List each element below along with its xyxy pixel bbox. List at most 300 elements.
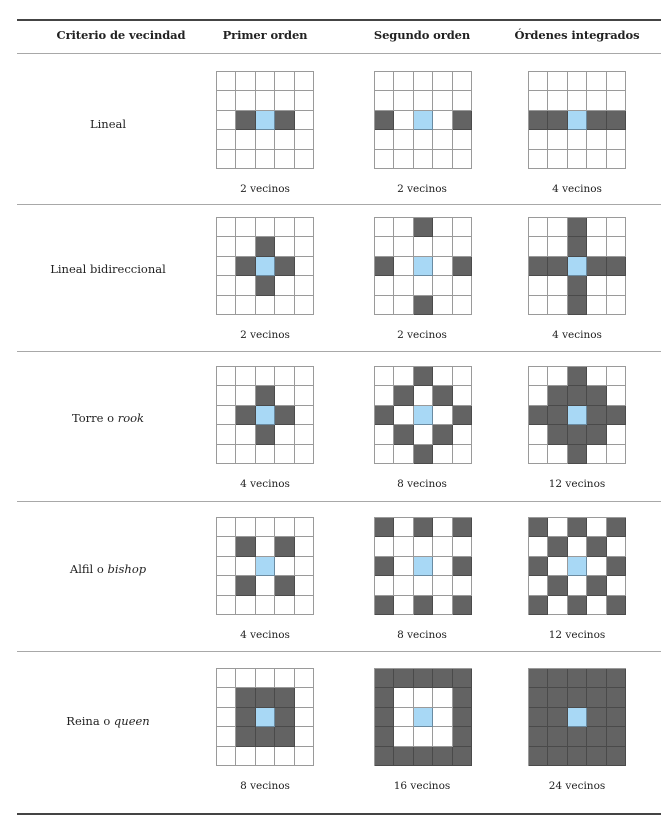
center-cell [256, 708, 275, 727]
center-cell [568, 111, 587, 130]
empty-cell [295, 257, 314, 276]
header-separator [17, 53, 661, 54]
neighbor-cell [256, 688, 275, 707]
empty-cell [587, 150, 606, 169]
empty-cell [375, 150, 394, 169]
neighbor-cell [453, 557, 472, 576]
row-separator [17, 501, 661, 502]
empty-cell [394, 576, 413, 595]
empty-cell [275, 276, 294, 295]
neighbor-cell [529, 747, 548, 766]
empty-cell [548, 91, 567, 110]
empty-cell [548, 518, 567, 537]
empty-cell [587, 276, 606, 295]
neighborhood-grid-ordenes-integrados [528, 71, 626, 169]
empty-cell [433, 237, 452, 256]
empty-cell [256, 576, 275, 595]
empty-cell [414, 130, 433, 149]
empty-cell [433, 296, 452, 315]
empty-cell [275, 557, 294, 576]
empty-cell [236, 91, 255, 110]
neighbor-cell [453, 257, 472, 276]
empty-cell [587, 237, 606, 256]
neighbor-cell [375, 727, 394, 746]
neighbor-cell [256, 425, 275, 444]
neighbor-cell [607, 688, 626, 707]
neighbor-cell [453, 111, 472, 130]
empty-cell [236, 367, 255, 386]
neighbor-cell [236, 727, 255, 746]
empty-cell [275, 130, 294, 149]
neighbor-cell [548, 708, 567, 727]
neighbor-count: 12 vecinos [548, 629, 606, 641]
center-cell [256, 257, 275, 276]
neighborhood-grid-primer-orden [216, 217, 314, 315]
center-cell [568, 708, 587, 727]
neighbor-cell [375, 688, 394, 707]
empty-cell [529, 445, 548, 464]
neighbor-cell [587, 406, 606, 425]
neighbor-cell [587, 425, 606, 444]
empty-cell [529, 72, 548, 91]
empty-cell [256, 91, 275, 110]
empty-cell [295, 688, 314, 707]
empty-cell [529, 91, 548, 110]
empty-cell [236, 218, 255, 237]
empty-cell [587, 445, 606, 464]
center-cell [568, 257, 587, 276]
center-cell [414, 406, 433, 425]
neighbor-cell [256, 276, 275, 295]
empty-cell [217, 111, 236, 130]
empty-cell [433, 445, 452, 464]
empty-cell [217, 576, 236, 595]
row-label-torre [72, 411, 144, 425]
empty-cell [568, 150, 587, 169]
neighbor-count: 4 vecinos [240, 629, 290, 641]
neighbor-cell [453, 708, 472, 727]
empty-cell [529, 386, 548, 405]
empty-cell [453, 91, 472, 110]
neighbor-cell [256, 237, 275, 256]
neighbor-cell [607, 406, 626, 425]
empty-cell [275, 386, 294, 405]
empty-cell [568, 576, 587, 595]
neighborhood-grid-ordenes-integrados [528, 517, 626, 615]
empty-cell [394, 406, 413, 425]
empty-cell [217, 130, 236, 149]
empty-cell [394, 688, 413, 707]
empty-cell [529, 576, 548, 595]
empty-cell [217, 237, 236, 256]
empty-cell [433, 727, 452, 746]
empty-cell [275, 296, 294, 315]
neighbor-cell [275, 537, 294, 556]
neighbor-cell [375, 406, 394, 425]
neighborhood-grid-segundo-orden [374, 668, 472, 766]
neighbor-cell [529, 406, 548, 425]
neighbor-cell [256, 727, 275, 746]
empty-cell [607, 425, 626, 444]
neighbor-cell [529, 708, 548, 727]
empty-cell [217, 72, 236, 91]
neighbor-cell [236, 688, 255, 707]
neighbor-cell [275, 727, 294, 746]
neighbor-cell [568, 276, 587, 295]
row-separator [17, 351, 661, 352]
table-bottom-rule [17, 813, 661, 815]
neighbor-cell [587, 688, 606, 707]
neighbor-count: 4 vecinos [240, 478, 290, 490]
empty-cell [275, 518, 294, 537]
empty-cell [414, 237, 433, 256]
empty-cell [295, 518, 314, 537]
empty-cell [295, 557, 314, 576]
empty-cell [275, 237, 294, 256]
empty-cell [295, 727, 314, 746]
neighbor-cell [548, 111, 567, 130]
neighborhood-grid-ordenes-integrados [528, 366, 626, 464]
neighbor-cell [529, 518, 548, 537]
empty-cell [295, 367, 314, 386]
empty-cell [217, 557, 236, 576]
neighbor-cell [568, 669, 587, 688]
neighbor-cell [433, 425, 452, 444]
empty-cell [236, 296, 255, 315]
empty-cell [256, 130, 275, 149]
empty-cell [217, 367, 236, 386]
empty-cell [453, 150, 472, 169]
neighbor-cell [529, 727, 548, 746]
neighbor-count: 8 vecinos [240, 780, 290, 792]
neighbor-cell [548, 727, 567, 746]
empty-cell [394, 727, 413, 746]
empty-cell [375, 367, 394, 386]
empty-cell [529, 130, 548, 149]
empty-cell [548, 296, 567, 315]
empty-cell [217, 218, 236, 237]
empty-cell [607, 276, 626, 295]
empty-cell [433, 557, 452, 576]
empty-cell [217, 150, 236, 169]
neighbor-cell [568, 367, 587, 386]
neighbor-cell [548, 537, 567, 556]
neighbor-cell [375, 257, 394, 276]
empty-cell [236, 669, 255, 688]
empty-cell [529, 150, 548, 169]
neighbor-cell [256, 386, 275, 405]
empty-cell [607, 367, 626, 386]
empty-cell [236, 445, 255, 464]
row-label-italic: bishop [107, 562, 147, 576]
empty-cell [375, 72, 394, 91]
neighbor-cell [587, 708, 606, 727]
empty-cell [607, 130, 626, 149]
row-label-text: Alfil o [69, 562, 108, 576]
neighbor-cell [607, 596, 626, 615]
empty-cell [295, 91, 314, 110]
neighbor-cell [587, 727, 606, 746]
empty-cell [295, 237, 314, 256]
neighbor-count: 12 vecinos [548, 478, 606, 490]
neighbor-cell [587, 111, 606, 130]
empty-cell [414, 727, 433, 746]
neighbor-cell [275, 688, 294, 707]
neighbor-cell [236, 111, 255, 130]
empty-cell [217, 596, 236, 615]
empty-cell [394, 130, 413, 149]
empty-cell [275, 218, 294, 237]
row-label-italic: queen [113, 714, 150, 728]
empty-cell [548, 367, 567, 386]
neighbor-cell [529, 688, 548, 707]
empty-cell [548, 557, 567, 576]
empty-cell [529, 218, 548, 237]
empty-cell [433, 596, 452, 615]
empty-cell [568, 130, 587, 149]
empty-cell [394, 111, 413, 130]
neighbor-count: 24 vecinos [548, 780, 606, 792]
neighbor-cell [453, 747, 472, 766]
empty-cell [529, 367, 548, 386]
empty-cell [275, 91, 294, 110]
neighbor-cell [548, 406, 567, 425]
neighbor-cell [394, 386, 413, 405]
center-cell [568, 406, 587, 425]
neighbor-cell [607, 708, 626, 727]
empty-cell [587, 91, 606, 110]
neighbor-cell [375, 669, 394, 688]
empty-cell [275, 596, 294, 615]
neighbor-cell [568, 386, 587, 405]
neighbor-cell [236, 406, 255, 425]
empty-cell [295, 576, 314, 595]
empty-cell [256, 218, 275, 237]
empty-cell [433, 150, 452, 169]
neighbor-cell [587, 257, 606, 276]
empty-cell [295, 276, 314, 295]
neighborhood-grid-ordenes-integrados [528, 668, 626, 766]
empty-cell [217, 257, 236, 276]
neighbor-cell [587, 576, 606, 595]
empty-cell [433, 518, 452, 537]
neighbor-cell [548, 425, 567, 444]
neighbor-cell [529, 111, 548, 130]
empty-cell [295, 406, 314, 425]
header-segundo-orden: Segundo orden [373, 28, 471, 42]
empty-cell [295, 130, 314, 149]
empty-cell [217, 708, 236, 727]
empty-cell [275, 669, 294, 688]
header-criterio: Criterio de vecindad [56, 28, 186, 42]
neighborhood-grid-primer-orden [216, 668, 314, 766]
neighbor-cell [375, 708, 394, 727]
empty-cell [394, 276, 413, 295]
empty-cell [433, 257, 452, 276]
empty-cell [587, 367, 606, 386]
neighbor-cell [414, 445, 433, 464]
empty-cell [236, 276, 255, 295]
empty-cell [295, 669, 314, 688]
empty-cell [256, 367, 275, 386]
neighbor-cell [375, 747, 394, 766]
empty-cell [433, 406, 452, 425]
empty-cell [295, 445, 314, 464]
empty-cell [414, 91, 433, 110]
empty-cell [236, 747, 255, 766]
empty-cell [587, 72, 606, 91]
row-label-text: Lineal [89, 117, 127, 131]
neighbor-cell [394, 669, 413, 688]
empty-cell [217, 669, 236, 688]
neighbor-cell [568, 445, 587, 464]
empty-cell [217, 91, 236, 110]
neighborhood-grid-segundo-orden [374, 517, 472, 615]
empty-cell [256, 445, 275, 464]
neighbor-cell [236, 257, 255, 276]
empty-cell [236, 386, 255, 405]
neighbor-cell [568, 518, 587, 537]
neighborhood-grid-primer-orden [216, 71, 314, 169]
empty-cell [236, 130, 255, 149]
empty-cell [433, 218, 452, 237]
empty-cell [256, 72, 275, 91]
neighbor-cell [568, 425, 587, 444]
empty-cell [568, 72, 587, 91]
neighbor-cell [275, 257, 294, 276]
empty-cell [394, 257, 413, 276]
row-separator [17, 204, 661, 205]
empty-cell [236, 425, 255, 444]
neighbor-cell [414, 518, 433, 537]
neighbor-count: 8 vecinos [397, 478, 447, 490]
neighbor-cell [568, 296, 587, 315]
empty-cell [529, 296, 548, 315]
center-cell [414, 708, 433, 727]
empty-cell [217, 518, 236, 537]
neighborhood-grid-segundo-orden [374, 71, 472, 169]
empty-cell [433, 688, 452, 707]
empty-cell [414, 576, 433, 595]
neighbor-cell [433, 386, 452, 405]
empty-cell [295, 596, 314, 615]
empty-cell [433, 91, 452, 110]
empty-cell [453, 276, 472, 295]
neighbor-cell [375, 557, 394, 576]
empty-cell [414, 386, 433, 405]
empty-cell [394, 518, 413, 537]
empty-cell [548, 130, 567, 149]
empty-cell [453, 386, 472, 405]
neighbor-cell [453, 518, 472, 537]
neighbor-cell [433, 747, 452, 766]
table-top-rule [17, 19, 661, 21]
neighbor-cell [414, 596, 433, 615]
neighbor-cell [275, 576, 294, 595]
empty-cell [453, 576, 472, 595]
empty-cell [607, 91, 626, 110]
neighbor-cell [529, 596, 548, 615]
empty-cell [375, 276, 394, 295]
center-cell [568, 557, 587, 576]
neighbor-count: 4 vecinos [552, 183, 602, 195]
empty-cell [607, 218, 626, 237]
empty-cell [414, 72, 433, 91]
empty-cell [295, 708, 314, 727]
header-ordenes-integrados: Órdenes integrados [514, 28, 640, 42]
empty-cell [295, 537, 314, 556]
empty-cell [375, 445, 394, 464]
neighbor-cell [607, 518, 626, 537]
empty-cell [607, 150, 626, 169]
empty-cell [607, 386, 626, 405]
empty-cell [295, 296, 314, 315]
neighbor-cell [529, 257, 548, 276]
neighbor-cell [375, 596, 394, 615]
empty-cell [394, 557, 413, 576]
empty-cell [607, 72, 626, 91]
row-label-lineal-bidireccional [50, 262, 166, 276]
neighbor-cell [568, 688, 587, 707]
empty-cell [433, 708, 452, 727]
neighbor-cell [607, 747, 626, 766]
empty-cell [394, 445, 413, 464]
empty-cell [375, 130, 394, 149]
empty-cell [433, 111, 452, 130]
neighbor-cell [414, 669, 433, 688]
empty-cell [217, 425, 236, 444]
neighbor-count: 2 vecinos [240, 183, 290, 195]
neighbor-cell [607, 557, 626, 576]
empty-cell [394, 237, 413, 256]
empty-cell [453, 425, 472, 444]
empty-cell [256, 296, 275, 315]
neighbor-cell [236, 537, 255, 556]
empty-cell [453, 218, 472, 237]
empty-cell [433, 576, 452, 595]
empty-cell [256, 747, 275, 766]
neighbor-cell [568, 237, 587, 256]
empty-cell [568, 537, 587, 556]
center-cell [414, 557, 433, 576]
empty-cell [529, 537, 548, 556]
empty-cell [217, 727, 236, 746]
empty-cell [607, 296, 626, 315]
empty-cell [548, 150, 567, 169]
empty-cell [236, 150, 255, 169]
empty-cell [394, 72, 413, 91]
neighbor-cell [607, 111, 626, 130]
empty-cell [414, 425, 433, 444]
empty-cell [236, 557, 255, 576]
empty-cell [394, 708, 413, 727]
empty-cell [295, 72, 314, 91]
empty-cell [414, 276, 433, 295]
empty-cell [394, 150, 413, 169]
neighbor-cell [375, 518, 394, 537]
empty-cell [295, 150, 314, 169]
neighbor-cell [548, 747, 567, 766]
empty-cell [414, 688, 433, 707]
empty-cell [375, 576, 394, 595]
empty-cell [433, 72, 452, 91]
empty-cell [217, 537, 236, 556]
empty-cell [375, 218, 394, 237]
empty-cell [375, 237, 394, 256]
neighbor-cell [529, 557, 548, 576]
empty-cell [394, 296, 413, 315]
empty-cell [236, 596, 255, 615]
